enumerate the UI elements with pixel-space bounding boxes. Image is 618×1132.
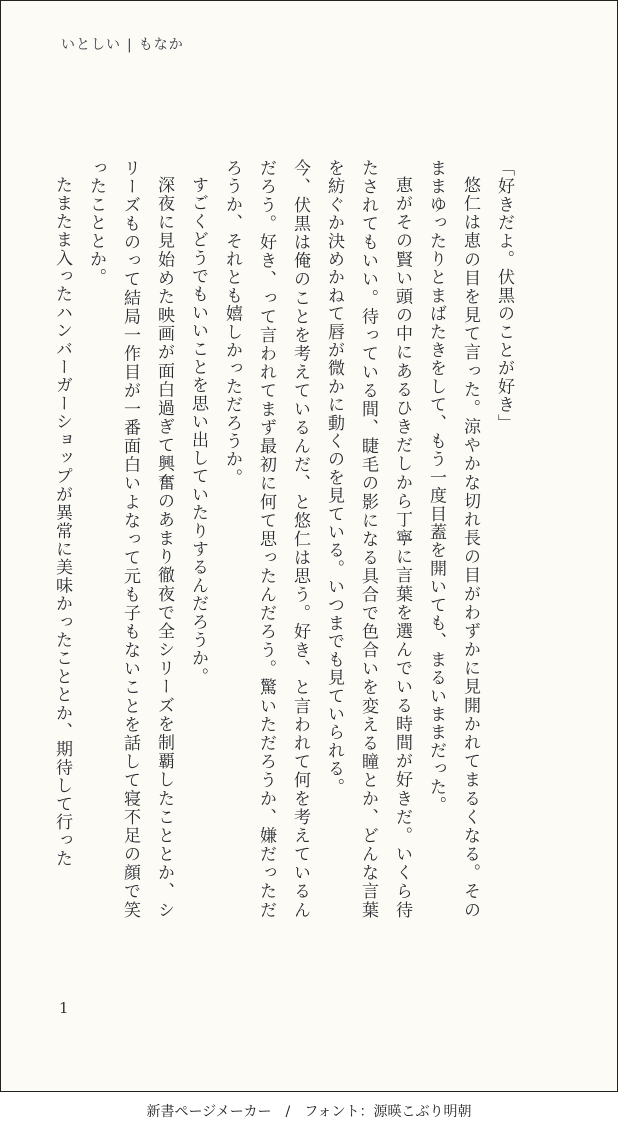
maker-credit: 新書ページメーカー	[146, 1104, 272, 1120]
author-name: もなか	[138, 37, 184, 53]
paragraph: たまたま入ったハンバーガーショップが異常に美味かったこととか、期待して行った	[52, 176, 72, 868]
footer-credit	[0, 1101, 618, 1121]
vertical-body-text	[45, 159, 521, 919]
paragraph: 今、伏黒は俺のことを考えているんだ、と悠仁は思う。好き、と言われて何を考えているんだろう。好き、って言われてまず最初に何て思ったんだろう。驚いただろうか、嫌だっただろうか、それとも嬉しかっただろうか。	[222, 159, 310, 919]
page-number: 1	[59, 999, 69, 1017]
paragraph: 「好きだよ。伏黒のことが好き」	[494, 159, 514, 432]
font-credit: フォント：源暎こぶり明朝	[304, 1104, 472, 1120]
paragraph: 恵がその賢い頭の中にあるひきだしから丁寧に言葉を選んでいる時間が好きだ。いくら待たされてもいい。待っている間、睫毛の影になる具合で色合いを変える瞳とか、どんな言葉を紡ぐか決めかねて唇が微かに動くのを見ている。いつまでも見ていられる。	[324, 159, 412, 919]
page-header	[61, 34, 184, 54]
header-separator: |	[127, 37, 133, 53]
book-title: いとしい	[61, 37, 121, 53]
paragraph: すごくどうでもいいことを思い出していたりするんだろうか。	[188, 176, 208, 686]
paragraph: 悠仁は恵の目を見て言った。涼やかな切れ長の目がわずかに見開かれてまるくなる。そのままゆったりとまばたきをして、もう一度目蓋を開いても、まるいままだった。	[426, 159, 480, 919]
paragraph: 深夜に見始めた映画が面白過ぎて興奮のあまり徹夜で全シリーズを制覇したこととか、シリーズものって結局一作目が一番面白いよなって元も子もないことを話して寝不足の顔で笑ったこととか。	[86, 159, 174, 919]
credit-separator: /	[285, 1104, 291, 1120]
